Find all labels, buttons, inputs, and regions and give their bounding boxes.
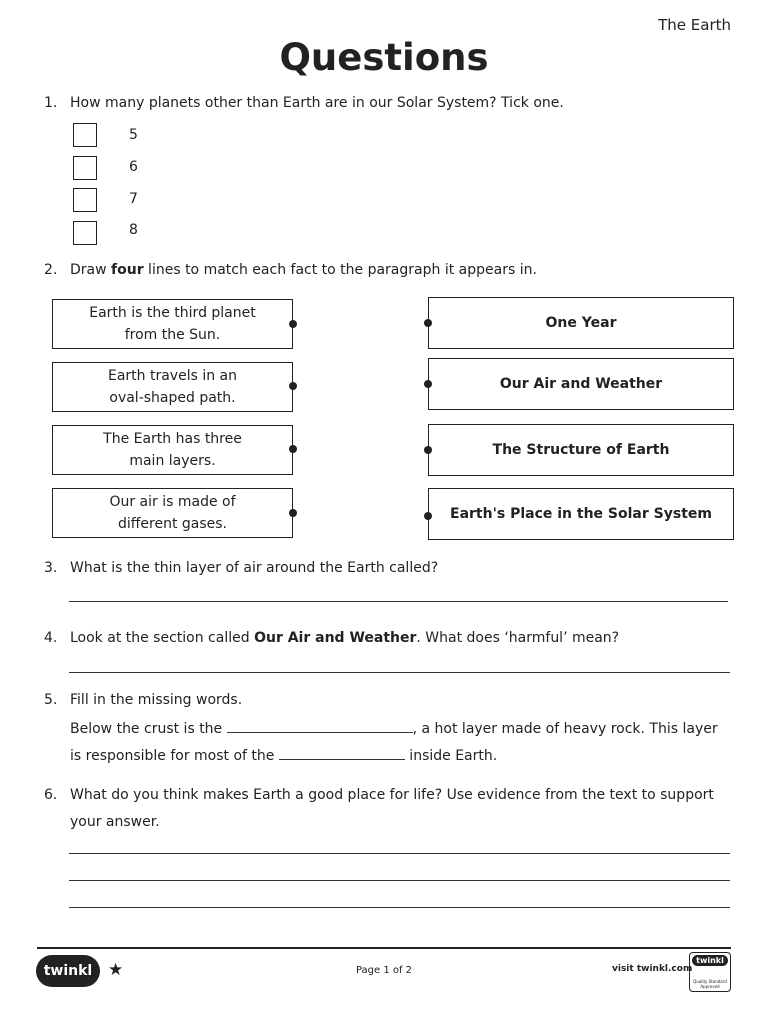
question-3-number: 3. bbox=[44, 560, 58, 576]
star-icon[interactable]: ★ bbox=[108, 960, 124, 980]
quality-badge bbox=[689, 952, 731, 992]
question-4-section-name: Our Air and Weather bbox=[254, 630, 417, 646]
question-5-number: 5. bbox=[44, 692, 58, 708]
fact-line: The Earth has three bbox=[103, 431, 242, 447]
question-5-sentence-1 bbox=[70, 719, 718, 737]
question-1-number: 1. bbox=[44, 95, 58, 111]
option-label-8: 8 bbox=[129, 222, 138, 238]
paragraph-box-air-weather: Our Air and Weather bbox=[428, 358, 734, 410]
question-2-emphasis: four bbox=[111, 262, 144, 278]
fact-line: Earth travels in an bbox=[107, 368, 237, 384]
option-label-5: 5 bbox=[129, 127, 138, 143]
fill-blank[interactable] bbox=[279, 746, 405, 760]
fact-line: Earth is the third planet bbox=[89, 305, 256, 321]
page-indicator: Page 1 of 2 bbox=[355, 965, 413, 976]
header-topic: The Earth bbox=[658, 16, 731, 34]
question-5-text: Fill in the missing words. bbox=[70, 692, 243, 708]
tickbox-option-8[interactable] bbox=[73, 221, 97, 245]
answer-line[interactable] bbox=[69, 880, 730, 881]
fact-line: main layers. bbox=[129, 453, 216, 469]
fill-blank[interactable] bbox=[227, 719, 413, 733]
question-2-number: 2. bbox=[44, 262, 58, 278]
question-2-text-before: Draw bbox=[70, 262, 112, 278]
fact-box bbox=[52, 425, 293, 475]
tickbox-option-5[interactable] bbox=[73, 123, 97, 147]
fact-connector-dot[interactable] bbox=[289, 320, 297, 328]
fact-connector-dot[interactable] bbox=[289, 509, 297, 517]
question-4-number: 4. bbox=[44, 630, 58, 646]
answer-line[interactable] bbox=[69, 907, 730, 908]
badge-text: Quality Standard Approved bbox=[693, 979, 727, 989]
paragraph-connector-dot[interactable] bbox=[424, 380, 432, 388]
question-5-line2-before: is responsible for most of the bbox=[70, 748, 279, 764]
paragraph-connector-dot[interactable] bbox=[424, 319, 432, 327]
question-5-line2-after: inside Earth. bbox=[404, 748, 498, 764]
question-3-text: What is the thin layer of air around the Earth called? bbox=[70, 560, 439, 576]
fact-connector-dot[interactable] bbox=[289, 445, 297, 453]
fact-box bbox=[52, 362, 293, 412]
badge-logo: twinkl bbox=[692, 955, 728, 966]
fact-connector-dot[interactable] bbox=[289, 382, 297, 390]
question-5-sentence-2 bbox=[70, 746, 497, 764]
page-title: Questions bbox=[279, 36, 489, 79]
paragraph-box-structure: The Structure of Earth bbox=[428, 424, 734, 476]
fact-box bbox=[52, 488, 293, 538]
paragraph-box-one-year: One Year bbox=[428, 297, 734, 349]
question-1-text: How many planets other than Earth are in our Solar System? Tick one. bbox=[70, 95, 564, 111]
answer-line[interactable] bbox=[69, 672, 730, 673]
question-6-number: 6. bbox=[44, 787, 58, 803]
footer-divider bbox=[37, 947, 731, 949]
fact-line: from the Sun. bbox=[124, 327, 221, 343]
question-6-text-line-1: What do you think makes Earth a good place for life? Use evidence from the text to support bbox=[70, 787, 714, 803]
answer-line[interactable] bbox=[69, 853, 730, 854]
question-5-line1-after: , a hot layer made of heavy rock. This layer bbox=[412, 721, 718, 737]
question-4-text-after: . What does ‘harmful’ mean? bbox=[416, 630, 620, 646]
question-4-text bbox=[70, 630, 619, 646]
question-4-text-before: Look at the section called bbox=[70, 630, 255, 646]
answer-line[interactable] bbox=[69, 601, 728, 602]
option-label-6: 6 bbox=[129, 159, 138, 175]
twinkl-logo: twinkl bbox=[36, 955, 100, 987]
tickbox-option-6[interactable] bbox=[73, 156, 97, 180]
paragraph-box-solar-system: Earth's Place in the Solar System bbox=[428, 488, 734, 540]
tickbox-option-7[interactable] bbox=[73, 188, 97, 212]
question-6-text-line-2: your answer. bbox=[70, 814, 160, 830]
fact-line: oval-shaped path. bbox=[109, 390, 236, 406]
paragraph-connector-dot[interactable] bbox=[424, 512, 432, 520]
question-2-text-after: lines to match each fact to the paragraph it appears in. bbox=[143, 262, 537, 278]
option-label-7: 7 bbox=[129, 191, 138, 207]
question-5-line1-before: Below the crust is the bbox=[70, 721, 227, 737]
question-2-text bbox=[70, 262, 537, 278]
paragraph-connector-dot[interactable] bbox=[424, 446, 432, 454]
fact-line: Our air is made of bbox=[109, 494, 236, 510]
fact-box bbox=[52, 299, 293, 349]
fact-line: different gases. bbox=[117, 516, 227, 532]
visit-website-link[interactable]: visit twinkl.com bbox=[612, 964, 693, 974]
